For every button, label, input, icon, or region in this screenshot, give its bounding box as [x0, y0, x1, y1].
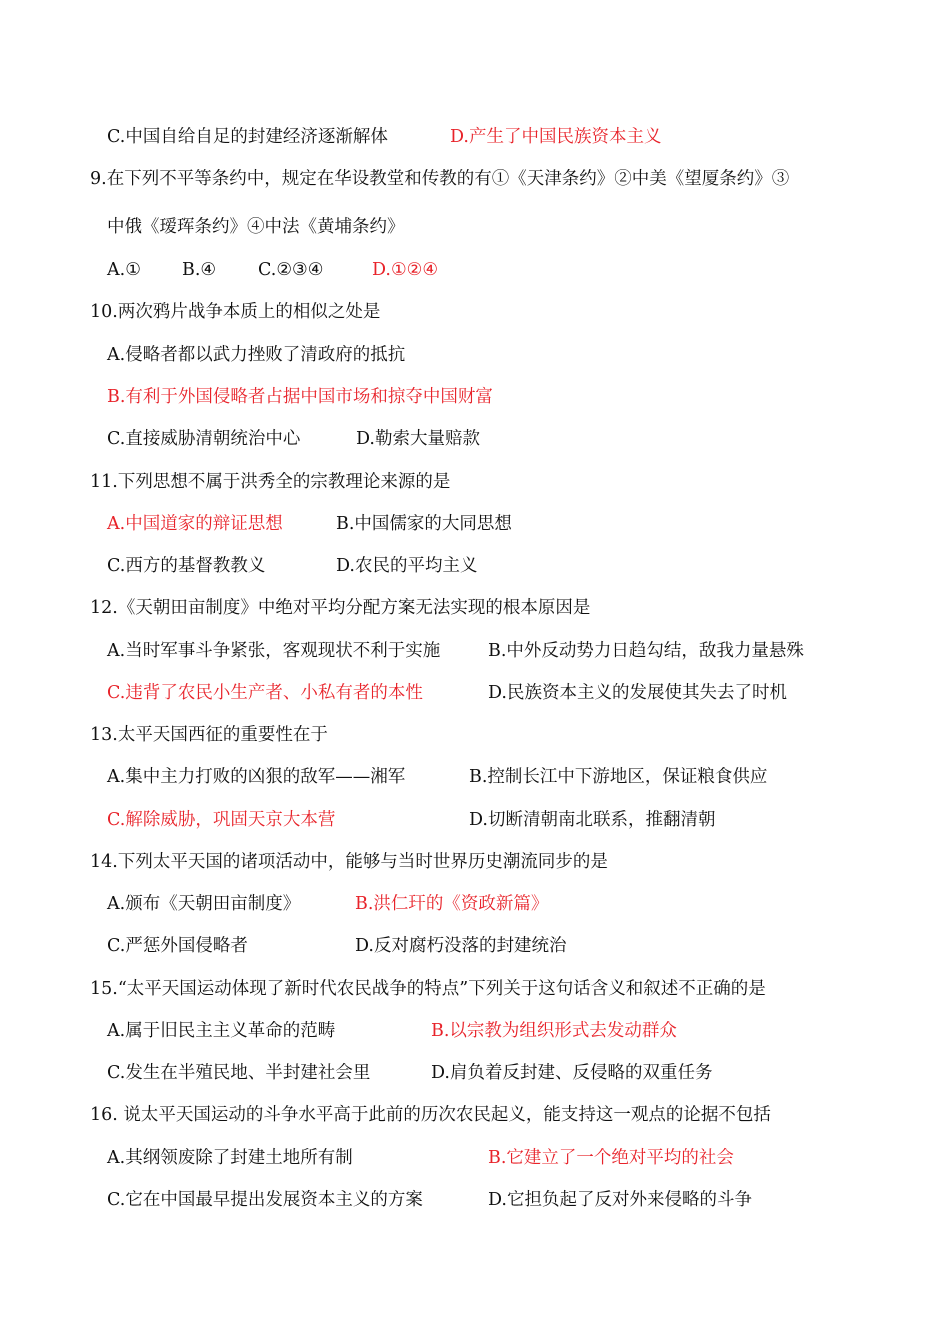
q9-option-b: B.④: [182, 260, 217, 280]
q16-option-b-answer: B.它建立了一个绝对平均的社会: [488, 1148, 734, 1168]
q11-option-a-answer: A.中国道家的辩证思想: [107, 514, 283, 534]
q11-option-b: B.中国儒家的大同思想: [336, 514, 512, 534]
q13-option-a: A.集中主力打败的凶狠的敌军——湘军: [107, 767, 406, 787]
q13-option-c-answer: C.解除威胁，巩固天京大本营: [107, 810, 336, 830]
q13-option-b: B.控制长江中下游地区，保证粮食供应: [469, 767, 768, 787]
q8-option-c: C.中国自给自足的封建经济逐渐解体: [107, 127, 388, 147]
q10-option-b-answer: B.有利于外国侵略者占据中国市场和掠夺中国财富: [107, 387, 493, 407]
q13-option-d: D.切断清朝南北联系，推翻清朝: [469, 810, 716, 830]
q11-stem: 11.下列思想不属于洪秀全的宗教理论来源的是: [90, 472, 451, 492]
q12-stem: 12.《天朝田亩制度》中绝对平均分配方案无法实现的根本原因是: [90, 598, 591, 618]
q13-stem: 13.太平天国西征的重要性在于: [90, 725, 328, 745]
q9-option-c: C.②③④: [258, 260, 324, 280]
q15-option-b-answer: B.以宗教为组织形式去发动群众: [431, 1021, 677, 1041]
q10-stem: 10.两次鸦片战争本质上的相似之处是: [90, 302, 381, 322]
q8-option-d-answer: D.产生了中国民族资本主义: [450, 127, 662, 147]
q16-option-c: C.它在中国最早提出发展资本主义的方案: [107, 1190, 423, 1210]
q15-option-d: D.肩负着反封建、反侵略的双重任务: [431, 1063, 713, 1083]
q14-stem: 14.下列太平天国的诸项活动中，能够与当时世界历史潮流同步的是: [90, 852, 608, 872]
q9-option-d-answer: D.①②④: [372, 260, 439, 280]
q9-option-a: A.①: [107, 260, 141, 280]
q12-option-a: A.当时军事斗争紧张，客观现状不利于实施: [107, 641, 441, 661]
q12-option-d: D.民族资本主义的发展使其失去了时机: [488, 683, 787, 703]
q16-stem: 16. 说太平天国运动的斗争水平高于此前的历次农民起义，能支持这一观点的论据不包括: [90, 1105, 771, 1125]
q14-option-d: D.反对腐朽没落的封建统治: [355, 936, 567, 956]
q14-option-b-answer: B.洪仁玕的《资政新篇》: [355, 894, 549, 914]
q15-stem: 15.“太平天国运动体现了新时代农民战争的特点”下列关于这句话含义和叙述不正确的是: [90, 979, 766, 999]
q12-option-c-answer: C.违背了农民小生产者、小私有者的本性: [107, 683, 423, 703]
q10-option-c: C.直接威胁清朝统治中心: [107, 429, 301, 449]
q10-option-d: D.勒索大量赔款: [356, 429, 480, 449]
q14-option-a: A.颁布《天朝田亩制度》: [107, 894, 301, 914]
q15-option-c: C.发生在半殖民地、半封建社会里: [107, 1063, 371, 1083]
q11-option-d: D.农民的平均主义: [336, 556, 478, 576]
q9-stem-continued: 中俄《瑷珲条约》④中法《黄埔条约》: [107, 217, 405, 237]
q15-option-a: A.属于旧民主主义革命的范畴: [107, 1021, 336, 1041]
q16-option-a: A.其纲领废除了封建土地所有制: [107, 1148, 353, 1168]
q12-option-b: B.中外反动势力日趋勾结，敌我力量悬殊: [488, 641, 804, 661]
q11-option-c: C.西方的基督教教义: [107, 556, 266, 576]
q14-option-c: C.严惩外国侵略者: [107, 936, 248, 956]
q10-option-a: A.侵略者都以武力挫败了清政府的抵抗: [107, 345, 406, 365]
q16-option-d: D.它担负起了反对外来侵略的斗争: [488, 1190, 752, 1210]
q9-stem: 9.在下列不平等条约中，规定在华设教堂和传教的有①《天津条约》②中美《望厦条约》③: [90, 169, 790, 189]
